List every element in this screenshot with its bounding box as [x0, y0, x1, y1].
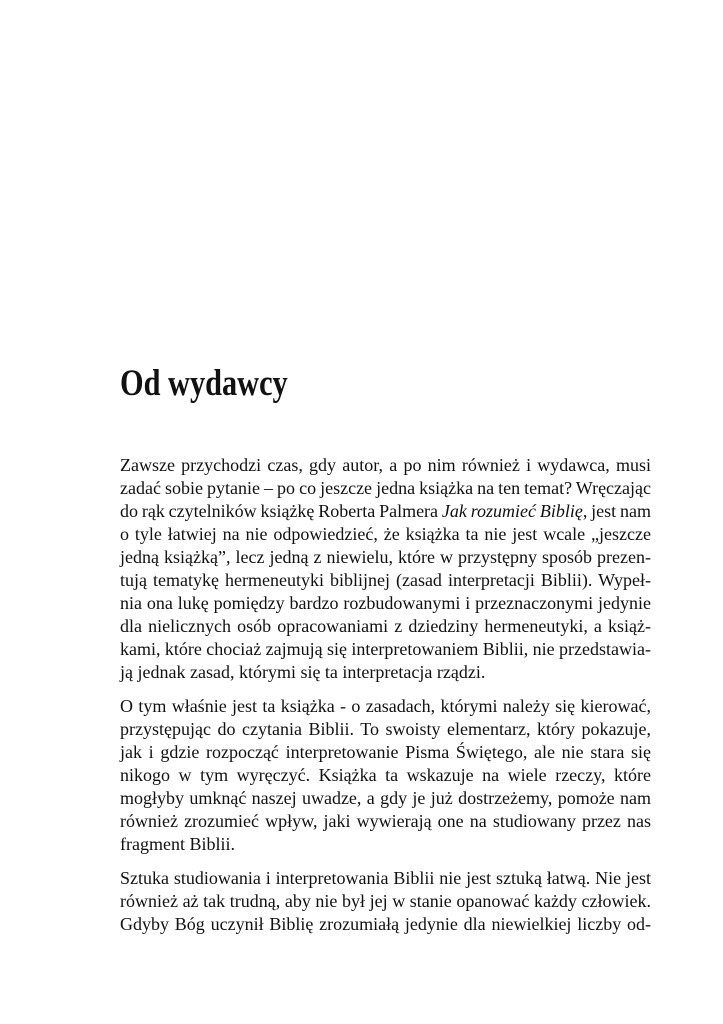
text-line: Zawsze przychodzi czas, gdy autor, a po nim również i wydawca, musi [120, 455, 651, 475]
text-line: ją jednak zasad, którymi się ta interpretacja rządzi. [120, 662, 486, 682]
text-line: nikogo w tym wyręczyć. Książka ta wskazuje na wiele rzeczy, które [120, 765, 651, 785]
body-text [120, 454, 651, 947]
chapter-heading: Od wydawcy [120, 363, 288, 404]
paragraph-1 [120, 454, 651, 684]
paragraph-3 [120, 867, 651, 936]
text-line: Sztuka studiowania i interpretowania Biblii nie jest sztuką łatwą. Nie jest [120, 868, 651, 888]
text-line: dla nielicznych osób opracowaniami z dziedziny hermeneutyki, a książ- [120, 616, 651, 636]
text-line: przystępując do czytania Biblii. To swoisty elementarz, który pokazuje, [120, 719, 651, 739]
text-line: jedną książką”, lecz jedną z niewielu, które w przystępny sposób prezen- [120, 547, 651, 567]
text-line: również zrozumieć wpływ, jaki wywierają one na studiowany przez nas [120, 811, 651, 831]
text-line: fragment Biblii. [120, 834, 235, 854]
text-line: również aż tak trudną, aby nie był jej w stanie opanować każdy człowiek. [120, 891, 651, 911]
text-line: o tyle łatwiej na nie odpowiedzieć, że książka ta nie jest wcale „jeszcze [120, 524, 651, 544]
text-line: kami, które chociaż zajmują się interpretowaniem Biblii, nie przedstawia- [120, 639, 651, 659]
text-line: mogłyby umknąć naszej uwadze, a gdy je już dostrzeżemy, pomoże nam [120, 788, 651, 808]
text-line: O tym właśnie jest ta książka - o zasadach, którymi należy się kierować, [120, 696, 651, 716]
text-line: jak i gdzie rozpocząć interpretowanie Pisma Świętego, ale nie stara się [120, 742, 651, 762]
text-line: Gdyby Bóg uczynił Biblię zrozumiałą jedynie dla niewielkiej liczby od- [120, 914, 651, 934]
paragraph-2 [120, 695, 651, 856]
text-line: zadać sobie pytanie – po co jeszcze jedna książka na ten temat? Wręczając [120, 478, 651, 498]
book-title-italic: Jak rozumieć Biblię [441, 501, 583, 521]
text-line: nia ona lukę pomiędzy bardzo rozbudowanymi i przeznaczonymi jedynie [120, 593, 651, 613]
text-line: do rąk czytelników książkę Roberta Palmera Jak rozumieć Biblię, jest nam [120, 501, 651, 521]
text-line: tują tematykę hermeneutyki biblijnej (zasad interpretacji Biblii). Wypeł- [120, 570, 651, 590]
